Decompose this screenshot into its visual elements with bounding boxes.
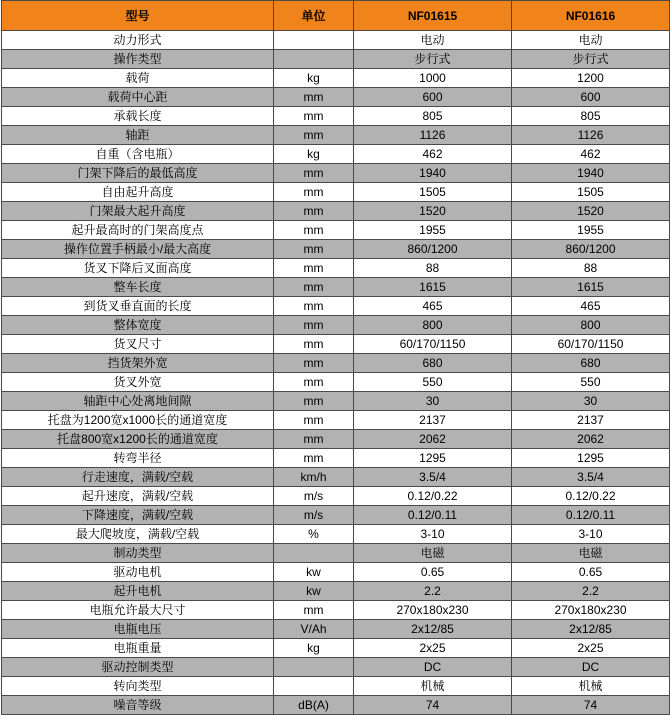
unit-cell bbox=[274, 50, 354, 69]
table-row bbox=[2, 506, 670, 525]
table-row bbox=[2, 449, 670, 468]
nf01616-value-cell: 1126 bbox=[512, 126, 670, 145]
nf01615-value-cell: 0.65 bbox=[354, 563, 512, 582]
param-name-cell: 货叉外宽 bbox=[2, 373, 274, 392]
nf01615-value-cell: 600 bbox=[354, 88, 512, 107]
nf01615-value-cell: 465 bbox=[354, 297, 512, 316]
table-row bbox=[2, 430, 670, 449]
table-row bbox=[2, 392, 670, 411]
nf01615-value-cell: 步行式 bbox=[354, 50, 512, 69]
param-name-cell: 电瓶电压 bbox=[2, 620, 274, 639]
unit-cell: mm bbox=[274, 354, 354, 373]
table-row bbox=[2, 658, 670, 677]
param-name-cell: 操作位置手柄最小/最大高度 bbox=[2, 240, 274, 259]
unit-cell: mm bbox=[274, 411, 354, 430]
nf01615-value-cell: 机械 bbox=[354, 677, 512, 696]
param-name-cell: 起升电机 bbox=[2, 582, 274, 601]
nf01616-value-cell: 机械 bbox=[512, 677, 670, 696]
table-row bbox=[2, 677, 670, 696]
nf01615-value-cell: 0.12/0.11 bbox=[354, 506, 512, 525]
table-row bbox=[2, 88, 670, 107]
table-row bbox=[2, 468, 670, 487]
param-name-cell: 操作类型 bbox=[2, 50, 274, 69]
table-row bbox=[2, 240, 670, 259]
table-row bbox=[2, 259, 670, 278]
unit-cell: kg bbox=[274, 145, 354, 164]
unit-cell: kg bbox=[274, 639, 354, 658]
nf01616-value-cell: 0.12/0.22 bbox=[512, 487, 670, 506]
unit-cell bbox=[274, 544, 354, 563]
table-row bbox=[2, 582, 670, 601]
param-name-cell: 驱动控制类型 bbox=[2, 658, 274, 677]
nf01615-value-cell: 电动 bbox=[354, 31, 512, 50]
nf01616-value-cell: 2x12/85 bbox=[512, 620, 670, 639]
param-name-cell: 整体宽度 bbox=[2, 316, 274, 335]
table-row bbox=[2, 544, 670, 563]
table-row bbox=[2, 411, 670, 430]
param-name-cell: 行走速度，满载/空载 bbox=[2, 468, 274, 487]
nf01615-value-cell: 680 bbox=[354, 354, 512, 373]
param-name-cell: 驱动电机 bbox=[2, 563, 274, 582]
nf01615-value-cell: 1295 bbox=[354, 449, 512, 468]
table-row bbox=[2, 50, 670, 69]
nf01616-value-cell: 1940 bbox=[512, 164, 670, 183]
table-row bbox=[2, 696, 670, 715]
unit-cell: mm bbox=[274, 373, 354, 392]
nf01616-value-cell: 462 bbox=[512, 145, 670, 164]
unit-cell: mm bbox=[274, 430, 354, 449]
nf01615-value-cell: 电磁 bbox=[354, 544, 512, 563]
nf01616-value-cell: 2.2 bbox=[512, 582, 670, 601]
table-row bbox=[2, 487, 670, 506]
nf01615-value-cell: 800 bbox=[354, 316, 512, 335]
nf01615-value-cell: 1520 bbox=[354, 202, 512, 221]
nf01616-value-cell: 88 bbox=[512, 259, 670, 278]
spec-table-body bbox=[2, 31, 670, 715]
spec-table bbox=[1, 0, 670, 715]
nf01615-value-cell: 1505 bbox=[354, 183, 512, 202]
table-row bbox=[2, 601, 670, 620]
table-row bbox=[2, 145, 670, 164]
param-name-cell: 到货叉垂直面的长度 bbox=[2, 297, 274, 316]
header-row bbox=[2, 1, 670, 31]
param-name-cell: 自由起升高度 bbox=[2, 183, 274, 202]
param-name-cell: 货叉尺寸 bbox=[2, 335, 274, 354]
nf01616-value-cell: 1955 bbox=[512, 221, 670, 240]
nf01616-value-cell: 1520 bbox=[512, 202, 670, 221]
header-unit: 单位 bbox=[274, 1, 354, 31]
nf01615-value-cell: 88 bbox=[354, 259, 512, 278]
param-name-cell: 轴距中心处离地间隙 bbox=[2, 392, 274, 411]
param-name-cell: 载荷 bbox=[2, 69, 274, 88]
unit-cell: kw bbox=[274, 563, 354, 582]
nf01616-value-cell: 270x180x230 bbox=[512, 601, 670, 620]
nf01615-value-cell: 2x25 bbox=[354, 639, 512, 658]
nf01615-value-cell: 1615 bbox=[354, 278, 512, 297]
unit-cell: mm bbox=[274, 164, 354, 183]
param-name-cell: 电瓶允许最大尺寸 bbox=[2, 601, 274, 620]
unit-cell: mm bbox=[274, 88, 354, 107]
nf01615-value-cell: 3-10 bbox=[354, 525, 512, 544]
unit-cell: mm bbox=[274, 392, 354, 411]
nf01615-value-cell: 1940 bbox=[354, 164, 512, 183]
unit-cell: mm bbox=[274, 126, 354, 145]
table-row bbox=[2, 620, 670, 639]
table-row bbox=[2, 126, 670, 145]
unit-cell bbox=[274, 31, 354, 50]
table-row bbox=[2, 107, 670, 126]
nf01615-value-cell: 0.12/0.22 bbox=[354, 487, 512, 506]
nf01615-value-cell: 1000 bbox=[354, 69, 512, 88]
unit-cell: mm bbox=[274, 221, 354, 240]
header-nf01616: NF01616 bbox=[512, 1, 670, 31]
nf01616-value-cell: 电动 bbox=[512, 31, 670, 50]
nf01616-value-cell: 1200 bbox=[512, 69, 670, 88]
nf01616-value-cell: 800 bbox=[512, 316, 670, 335]
nf01615-value-cell: 30 bbox=[354, 392, 512, 411]
unit-cell: m/s bbox=[274, 487, 354, 506]
nf01615-value-cell: 462 bbox=[354, 145, 512, 164]
param-name-cell: 托盘800宽x1200长的通道宽度 bbox=[2, 430, 274, 449]
param-name-cell: 电瓶重量 bbox=[2, 639, 274, 658]
unit-cell: kw bbox=[274, 582, 354, 601]
unit-cell: m/s bbox=[274, 506, 354, 525]
param-name-cell: 挡货架外宽 bbox=[2, 354, 274, 373]
nf01616-value-cell: 2137 bbox=[512, 411, 670, 430]
param-name-cell: 下降速度，满载/空载 bbox=[2, 506, 274, 525]
table-row bbox=[2, 525, 670, 544]
param-name-cell: 起升最高时的门架高度点 bbox=[2, 221, 274, 240]
param-name-cell: 制动类型 bbox=[2, 544, 274, 563]
nf01615-value-cell: 1955 bbox=[354, 221, 512, 240]
table-row bbox=[2, 335, 670, 354]
param-name-cell: 载荷中心距 bbox=[2, 88, 274, 107]
unit-cell bbox=[274, 658, 354, 677]
nf01616-value-cell: 60/170/1150 bbox=[512, 335, 670, 354]
nf01616-value-cell: 680 bbox=[512, 354, 670, 373]
nf01615-value-cell: 2062 bbox=[354, 430, 512, 449]
unit-cell: km/h bbox=[274, 468, 354, 487]
nf01615-value-cell: 60/170/1150 bbox=[354, 335, 512, 354]
nf01616-value-cell: 1295 bbox=[512, 449, 670, 468]
nf01615-value-cell: 1126 bbox=[354, 126, 512, 145]
param-name-cell: 噪音等级 bbox=[2, 696, 274, 715]
nf01616-value-cell: DC bbox=[512, 658, 670, 677]
table-row bbox=[2, 297, 670, 316]
table-row bbox=[2, 316, 670, 335]
unit-cell bbox=[274, 677, 354, 696]
table-row bbox=[2, 221, 670, 240]
nf01615-value-cell: 2137 bbox=[354, 411, 512, 430]
unit-cell: V/Ah bbox=[274, 620, 354, 639]
table-row bbox=[2, 31, 670, 50]
nf01616-value-cell: 600 bbox=[512, 88, 670, 107]
nf01615-value-cell: 3.5/4 bbox=[354, 468, 512, 487]
param-name-cell: 动力形式 bbox=[2, 31, 274, 50]
nf01615-value-cell: 2x12/85 bbox=[354, 620, 512, 639]
unit-cell: mm bbox=[274, 107, 354, 126]
nf01616-value-cell: 电磁 bbox=[512, 544, 670, 563]
table-row bbox=[2, 202, 670, 221]
unit-cell: mm bbox=[274, 316, 354, 335]
param-name-cell: 最大爬坡度，满载/空载 bbox=[2, 525, 274, 544]
param-name-cell: 起升速度，满载/空载 bbox=[2, 487, 274, 506]
table-row bbox=[2, 183, 670, 202]
nf01615-value-cell: 860/1200 bbox=[354, 240, 512, 259]
nf01615-value-cell: DC bbox=[354, 658, 512, 677]
unit-cell: dB(A) bbox=[274, 696, 354, 715]
table-row bbox=[2, 373, 670, 392]
table-row bbox=[2, 563, 670, 582]
table-row bbox=[2, 354, 670, 373]
unit-cell: mm bbox=[274, 601, 354, 620]
param-name-cell: 托盘为1200宽x1000长的通道宽度 bbox=[2, 411, 274, 430]
nf01616-value-cell: 74 bbox=[512, 696, 670, 715]
nf01616-value-cell: 0.65 bbox=[512, 563, 670, 582]
table-row bbox=[2, 639, 670, 658]
nf01616-value-cell: 860/1200 bbox=[512, 240, 670, 259]
nf01616-value-cell: 30 bbox=[512, 392, 670, 411]
nf01616-value-cell: 805 bbox=[512, 107, 670, 126]
header-nf01615: NF01615 bbox=[354, 1, 512, 31]
unit-cell: mm bbox=[274, 278, 354, 297]
param-name-cell: 门架最大起升高度 bbox=[2, 202, 274, 221]
nf01616-value-cell: 1505 bbox=[512, 183, 670, 202]
nf01615-value-cell: 74 bbox=[354, 696, 512, 715]
param-name-cell: 自重（含电瓶） bbox=[2, 145, 274, 164]
nf01616-value-cell: 3-10 bbox=[512, 525, 670, 544]
unit-cell: mm bbox=[274, 297, 354, 316]
nf01616-value-cell: 465 bbox=[512, 297, 670, 316]
nf01616-value-cell: 2x25 bbox=[512, 639, 670, 658]
unit-cell: mm bbox=[274, 183, 354, 202]
table-row bbox=[2, 164, 670, 183]
nf01615-value-cell: 550 bbox=[354, 373, 512, 392]
nf01616-value-cell: 0.12/0.11 bbox=[512, 506, 670, 525]
param-name-cell: 货叉下降后叉面高度 bbox=[2, 259, 274, 278]
unit-cell: mm bbox=[274, 259, 354, 278]
nf01616-value-cell: 2062 bbox=[512, 430, 670, 449]
nf01616-value-cell: 550 bbox=[512, 373, 670, 392]
nf01615-value-cell: 270x180x230 bbox=[354, 601, 512, 620]
unit-cell: % bbox=[274, 525, 354, 544]
table-row bbox=[2, 69, 670, 88]
nf01615-value-cell: 805 bbox=[354, 107, 512, 126]
param-name-cell: 整车长度 bbox=[2, 278, 274, 297]
param-name-cell: 轴距 bbox=[2, 126, 274, 145]
nf01616-value-cell: 3.5/4 bbox=[512, 468, 670, 487]
unit-cell: mm bbox=[274, 202, 354, 221]
nf01616-value-cell: 1615 bbox=[512, 278, 670, 297]
param-name-cell: 承载长度 bbox=[2, 107, 274, 126]
unit-cell: mm bbox=[274, 335, 354, 354]
nf01616-value-cell: 步行式 bbox=[512, 50, 670, 69]
param-name-cell: 转弯半径 bbox=[2, 449, 274, 468]
unit-cell: mm bbox=[274, 240, 354, 259]
header-model: 型号 bbox=[2, 1, 274, 31]
nf01615-value-cell: 2.2 bbox=[354, 582, 512, 601]
table-row bbox=[2, 278, 670, 297]
unit-cell: kg bbox=[274, 69, 354, 88]
param-name-cell: 门架下降后的最低高度 bbox=[2, 164, 274, 183]
param-name-cell: 转向类型 bbox=[2, 677, 274, 696]
unit-cell: mm bbox=[274, 449, 354, 468]
